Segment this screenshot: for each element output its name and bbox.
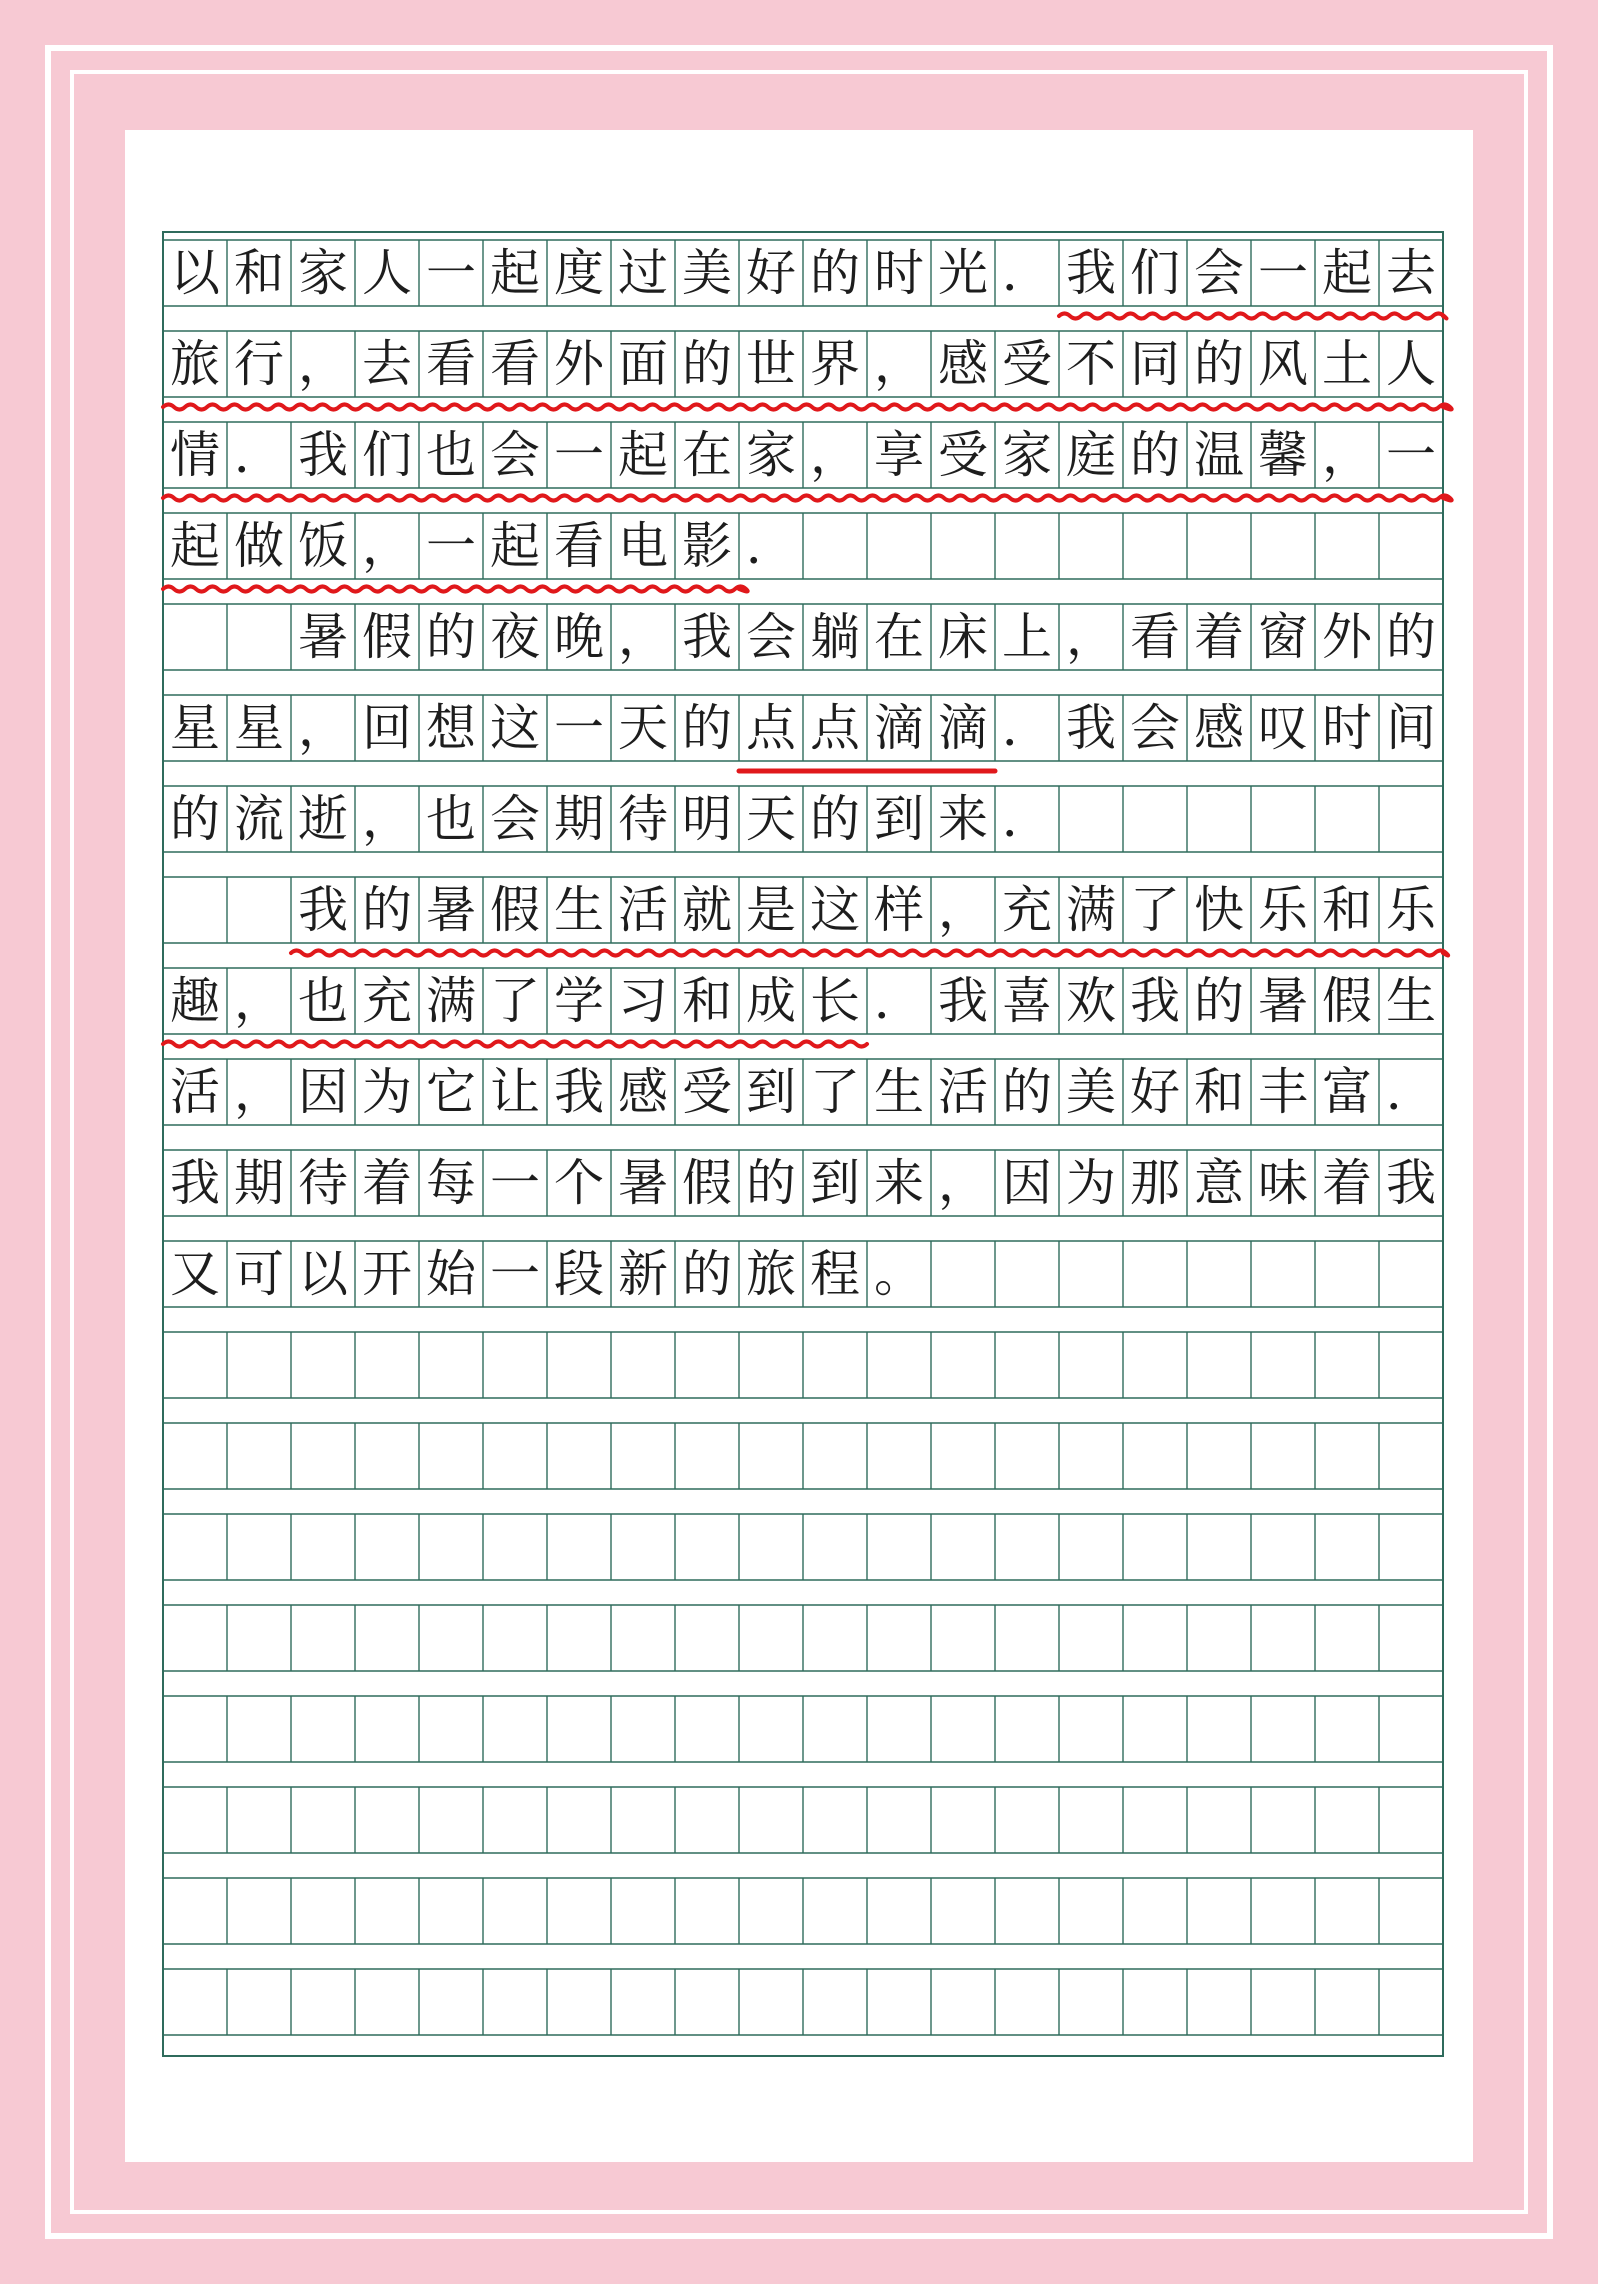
grid-character: 感 — [1194, 699, 1244, 757]
grid-character: 样 — [874, 881, 924, 939]
grid-character: 起 — [490, 244, 540, 302]
grid-character: 看 — [554, 517, 604, 575]
grid-character: 以 — [170, 244, 220, 302]
grid-character: ， — [810, 426, 860, 484]
grid-character: 度 — [554, 244, 604, 302]
grid-character: 的 — [682, 699, 732, 757]
grid-character: 美 — [682, 244, 732, 302]
frame-outer-border — [45, 45, 1553, 51]
grid-lines — [163, 232, 1443, 2056]
grid-character: 这 — [810, 881, 860, 939]
grid-character: 在 — [682, 426, 732, 484]
grid-character: 新 — [618, 1245, 668, 1303]
grid-character: 起 — [618, 426, 668, 484]
grid-character: 会 — [746, 608, 796, 666]
wavy-underline — [163, 1042, 867, 1047]
grid-character: 每 — [426, 1154, 476, 1212]
grid-character: 因 — [1002, 1154, 1052, 1212]
grid-character: 满 — [426, 972, 476, 1030]
grid-character: 会 — [490, 426, 540, 484]
frame-inner-border — [70, 70, 1528, 74]
grid-character: 到 — [810, 1154, 860, 1212]
grid-character: ． — [1002, 790, 1052, 848]
frame-inner-border — [70, 2210, 1528, 2214]
grid-character: 程 — [810, 1245, 860, 1303]
grid-character: 充 — [362, 972, 412, 1030]
grid-character: 人 — [362, 244, 412, 302]
grid-character: 旅 — [170, 335, 220, 393]
grid-character: 看 — [490, 335, 540, 393]
grid-character: 生 — [874, 1063, 924, 1121]
grid-character: 明 — [682, 790, 732, 848]
grid-character: 点 — [746, 699, 796, 757]
grid-character: 为 — [362, 1063, 412, 1121]
grid-character: 外 — [554, 335, 604, 393]
grid-character: 们 — [362, 426, 412, 484]
grid-character: 和 — [1322, 881, 1372, 939]
grid-character: 做 — [234, 517, 284, 575]
grid-character: 去 — [1386, 244, 1436, 302]
grid-character: 过 — [618, 244, 668, 302]
grid-character: 起 — [170, 517, 220, 575]
grid-character: 暑 — [426, 881, 476, 939]
grid-character: 星 — [234, 699, 284, 757]
grid-character: 待 — [298, 1154, 348, 1212]
grid-character: 受 — [938, 426, 988, 484]
grid-character: 的 — [810, 244, 860, 302]
grid-character: ， — [298, 335, 348, 393]
grid-character: 回 — [362, 699, 412, 757]
grid-character: 的 — [746, 1154, 796, 1212]
grid-character: 又 — [170, 1245, 220, 1303]
grid-character: 电 — [618, 517, 668, 575]
grid-character: 活 — [618, 881, 668, 939]
frame-inner-border — [70, 70, 74, 2214]
grid-character: 一 — [490, 1154, 540, 1212]
grid-character: ， — [1066, 608, 1116, 666]
grid-character: 。 — [874, 1245, 924, 1303]
grid-character: 一 — [426, 517, 476, 575]
wavy-underline — [1059, 314, 1447, 319]
grid-character: 和 — [682, 972, 732, 1030]
grid-character: 我 — [938, 972, 988, 1030]
grid-character: 着 — [1322, 1154, 1372, 1212]
grid-character: 晚 — [554, 608, 604, 666]
grid-character: 了 — [1130, 881, 1180, 939]
grid-character: 长 — [810, 972, 860, 1030]
grid-character: ， — [362, 790, 412, 848]
grid-character: 行 — [234, 335, 284, 393]
grid-character: 趣 — [170, 972, 220, 1030]
wavy-underline — [163, 587, 748, 592]
grid-character: 乐 — [1386, 881, 1436, 939]
grid-character: 的 — [362, 881, 412, 939]
grid-character: 床 — [938, 608, 988, 666]
grid-character: 了 — [490, 972, 540, 1030]
grid-character: 同 — [1130, 335, 1180, 393]
grid-character: 的 — [1386, 608, 1436, 666]
grid-character: 夜 — [490, 608, 540, 666]
grid-character: 暑 — [1258, 972, 1308, 1030]
grid-character: 的 — [1194, 335, 1244, 393]
wavy-underline — [163, 405, 1452, 410]
grid-character: 的 — [1194, 972, 1244, 1030]
grid-character: 为 — [1066, 1154, 1116, 1212]
grid-character: 个 — [554, 1154, 604, 1212]
grid-character: 的 — [810, 790, 860, 848]
grid-border — [163, 232, 1443, 2056]
grid-character: 可 — [234, 1245, 284, 1303]
frame-inner-border — [1524, 70, 1528, 2214]
grid-character: 假 — [1322, 972, 1372, 1030]
grid-character: ， — [298, 699, 348, 757]
grid-character: ． — [1002, 699, 1052, 757]
grid-character: 段 — [554, 1245, 604, 1303]
grid-character: 生 — [1386, 972, 1436, 1030]
grid-character: 我 — [1066, 244, 1116, 302]
grid-character: 滴 — [938, 699, 988, 757]
grid-character: 天 — [746, 790, 796, 848]
grid-character: 影 — [682, 517, 732, 575]
grid-character: 时 — [1322, 699, 1372, 757]
grid-character: 旅 — [746, 1245, 796, 1303]
grid-character: 上 — [1002, 608, 1052, 666]
grid-character: 会 — [1130, 699, 1180, 757]
grid-character: 天 — [618, 699, 668, 757]
grid-character: 人 — [1386, 335, 1436, 393]
grid-character: 饭 — [298, 517, 348, 575]
grid-character: 点 — [810, 699, 860, 757]
grid-character: 面 — [618, 335, 668, 393]
grid-character: 喜 — [1002, 972, 1052, 1030]
grid-character: 家 — [1002, 426, 1052, 484]
grid-character: 我 — [554, 1063, 604, 1121]
grid-character: 欢 — [1066, 972, 1116, 1030]
grid-character: 逝 — [298, 790, 348, 848]
grid-character: 丰 — [1258, 1063, 1308, 1121]
frame-outer-border — [45, 2233, 1553, 2239]
grid-character: ， — [618, 608, 668, 666]
grid-character: 庭 — [1066, 426, 1116, 484]
grid-character: 我 — [682, 608, 732, 666]
grid-character: ， — [938, 1154, 988, 1212]
grid-character: 快 — [1194, 881, 1244, 939]
grid-character: 外 — [1322, 608, 1372, 666]
grid-character: 是 — [746, 881, 796, 939]
grid-character: ， — [1322, 426, 1372, 484]
grid-character: 我 — [1066, 699, 1116, 757]
grid-character: 因 — [298, 1063, 348, 1121]
grid-character: 成 — [746, 972, 796, 1030]
grid-character: 时 — [874, 244, 924, 302]
grid-character: 充 — [1002, 881, 1052, 939]
grid-character: 和 — [234, 244, 284, 302]
grid-character: 着 — [1194, 608, 1244, 666]
grid-character: 光 — [938, 244, 988, 302]
grid-character: 在 — [874, 608, 924, 666]
grid-character: 一 — [426, 244, 476, 302]
grid-character: 我 — [170, 1154, 220, 1212]
grid-character: ， — [938, 881, 988, 939]
grid-character: 一 — [490, 1245, 540, 1303]
grid-character: 的 — [1002, 1063, 1052, 1121]
grid-character: 感 — [938, 335, 988, 393]
grid-character: 的 — [426, 608, 476, 666]
grid-character: 感 — [618, 1063, 668, 1121]
grid-character: 和 — [1194, 1063, 1244, 1121]
grid-character: 到 — [746, 1063, 796, 1121]
grid-character: ， — [874, 335, 924, 393]
grid-character: 世 — [746, 335, 796, 393]
grid-character: 这 — [490, 699, 540, 757]
grid-character: 不 — [1066, 335, 1116, 393]
grid-character: 就 — [682, 881, 732, 939]
grid-character: 活 — [938, 1063, 988, 1121]
grid-character: 期 — [234, 1154, 284, 1212]
grid-character: 情 — [170, 426, 220, 484]
grid-character: 活 — [170, 1063, 220, 1121]
grid-character: 学 — [554, 972, 604, 1030]
grid-character: 我 — [1386, 1154, 1436, 1212]
grid-character: ， — [234, 1063, 284, 1121]
grid-character: 乐 — [1258, 881, 1308, 939]
grid-character: 起 — [490, 517, 540, 575]
grid-character: 想 — [426, 699, 476, 757]
grid-character: 也 — [298, 972, 348, 1030]
grid-character: 一 — [1258, 244, 1308, 302]
grid-character: 去 — [362, 335, 412, 393]
grid-character: 好 — [746, 244, 796, 302]
grid-character: 满 — [1066, 881, 1116, 939]
grid-character: 以 — [298, 1245, 348, 1303]
grid-character: ． — [234, 426, 284, 484]
grid-character: 窗 — [1258, 608, 1308, 666]
grid-character: 受 — [1002, 335, 1052, 393]
grid-character: 间 — [1386, 699, 1436, 757]
grid-character: 着 — [362, 1154, 412, 1212]
grid-character: 习 — [618, 972, 668, 1030]
grid-character: 也 — [426, 426, 476, 484]
grid-character: 叹 — [1258, 699, 1308, 757]
grid-character: 的 — [1130, 426, 1180, 484]
grid-character: ． — [1386, 1063, 1436, 1121]
grid-character: 味 — [1258, 1154, 1308, 1212]
grid-character: 我 — [298, 426, 348, 484]
grid-character: 一 — [554, 699, 604, 757]
grid-character: 家 — [746, 426, 796, 484]
grid-character: 始 — [426, 1245, 476, 1303]
grid-character: 好 — [1130, 1063, 1180, 1121]
grid-character: 们 — [1130, 244, 1180, 302]
grid-character: 期 — [554, 790, 604, 848]
grid-character: 假 — [362, 608, 412, 666]
grid-character: 了 — [810, 1063, 860, 1121]
grid-character: 一 — [554, 426, 604, 484]
grid-character: 流 — [234, 790, 284, 848]
grid-character: 也 — [426, 790, 476, 848]
grid-character: 我 — [1130, 972, 1180, 1030]
grid-character: 看 — [1130, 608, 1180, 666]
grid-character: 到 — [874, 790, 924, 848]
grid-character: ， — [234, 972, 284, 1030]
grid-character: ． — [1002, 244, 1052, 302]
grid-character: 会 — [490, 790, 540, 848]
grid-character: 躺 — [810, 608, 860, 666]
grid-character: 看 — [426, 335, 476, 393]
grid-character: ． — [874, 972, 924, 1030]
grid-character: 享 — [874, 426, 924, 484]
grid-character: ， — [362, 517, 412, 575]
grid-character: 暑 — [298, 608, 348, 666]
grid-character: 美 — [1066, 1063, 1116, 1121]
grid-character: 假 — [682, 1154, 732, 1212]
essay-grid — [125, 130, 1473, 2162]
grid-character: 生 — [554, 881, 604, 939]
writing-paper — [125, 130, 1473, 2162]
grid-character: 家 — [298, 244, 348, 302]
grid-character: 的 — [170, 790, 220, 848]
wavy-underline — [163, 496, 1452, 501]
grid-character: 来 — [874, 1154, 924, 1212]
grid-character: 的 — [682, 335, 732, 393]
grid-character: 受 — [682, 1063, 732, 1121]
frame-outer-border — [1547, 45, 1553, 2239]
wavy-underline — [291, 951, 1448, 956]
grid-character: 富 — [1322, 1063, 1372, 1121]
grid-character: 星 — [170, 699, 220, 757]
grid-character: ． — [746, 517, 796, 575]
grid-character: 开 — [362, 1245, 412, 1303]
frame-outer-border — [45, 45, 51, 2239]
grid-character: 意 — [1194, 1154, 1244, 1212]
grid-character: 温 — [1194, 426, 1244, 484]
grid-character: 一 — [1386, 426, 1436, 484]
grid-character: 的 — [682, 1245, 732, 1303]
grid-character: 待 — [618, 790, 668, 848]
grid-character: 风 — [1258, 335, 1308, 393]
grid-character: 起 — [1322, 244, 1372, 302]
grid-character: 土 — [1322, 335, 1372, 393]
grid-character: 暑 — [618, 1154, 668, 1212]
grid-character: 它 — [426, 1063, 476, 1121]
grid-character: 滴 — [874, 699, 924, 757]
grid-character: 来 — [938, 790, 988, 848]
grid-character: 假 — [490, 881, 540, 939]
grid-character: 馨 — [1258, 426, 1308, 484]
grid-character: 让 — [490, 1063, 540, 1121]
grid-character: 我 — [298, 881, 348, 939]
grid-character: 界 — [810, 335, 860, 393]
grid-character: 会 — [1194, 244, 1244, 302]
grid-character: 那 — [1130, 1154, 1180, 1212]
